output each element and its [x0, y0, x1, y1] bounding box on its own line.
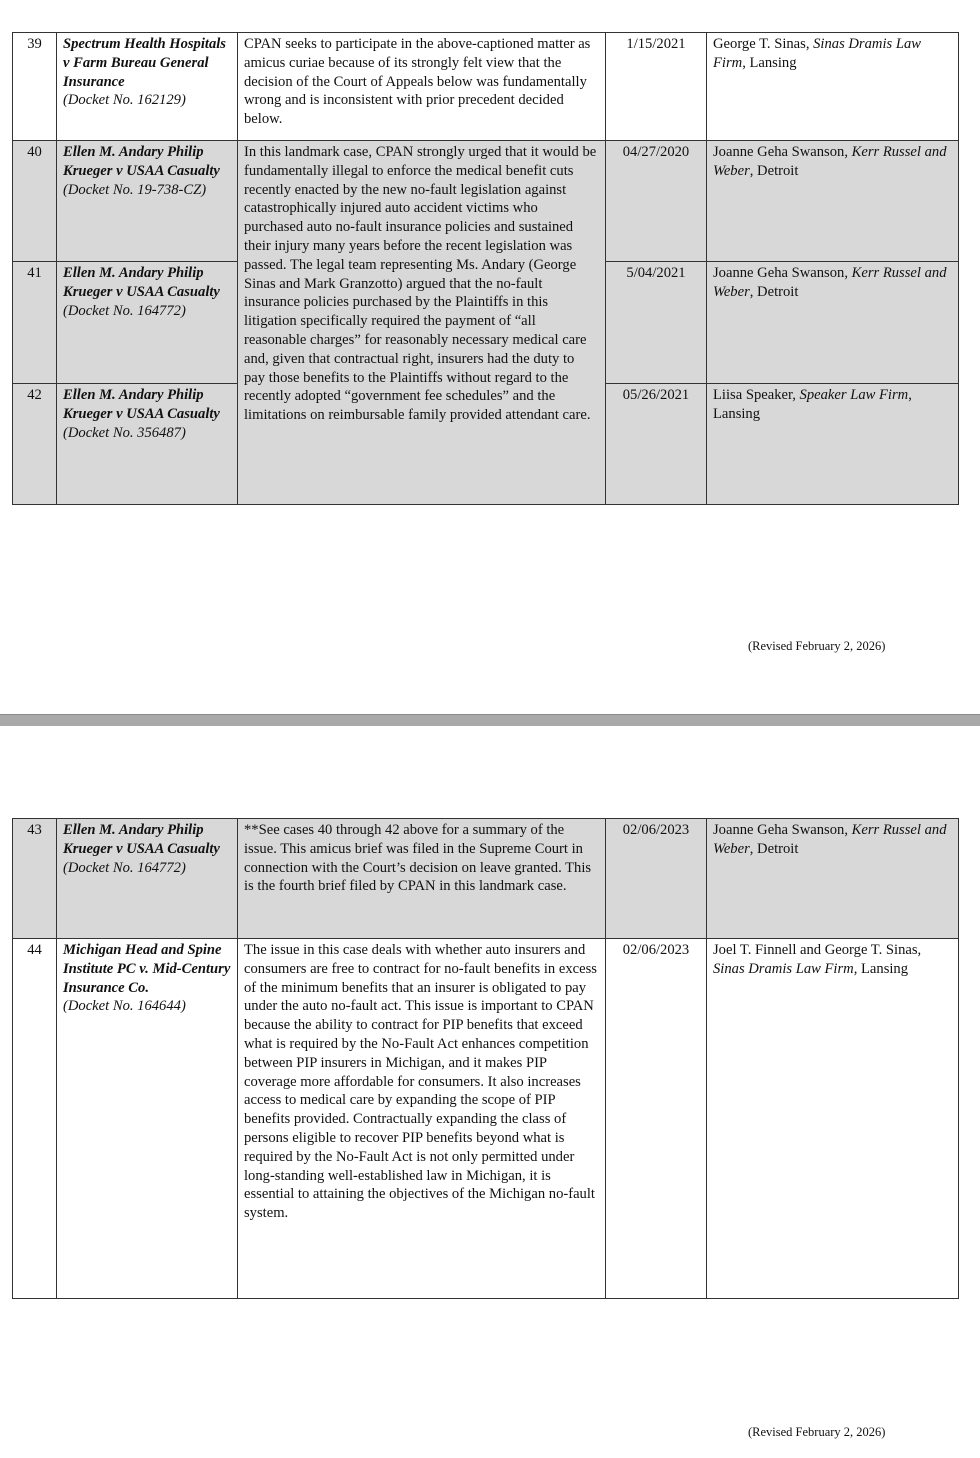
- law-firm: Kerr Russel and Weber: [713, 265, 947, 300]
- law-firm: Speaker Law Firm: [799, 387, 909, 403]
- docket-number: (Docket No. 162129): [63, 92, 186, 109]
- amicus-cases-table-page-1: [12, 32, 959, 505]
- case-name: Ellen M. Andary Philip Krueger v USAA Casualty: [63, 387, 220, 422]
- attorney-cell: [707, 384, 959, 505]
- revision-footer: (Revised February 2, 2026): [748, 639, 886, 653]
- case-number-cell: 39: [13, 33, 57, 141]
- filing-date-cell: 05/26/2021: [606, 384, 707, 505]
- description-cell: **See cases 40 through 42 above for a summary of the issue. This amicus brief was filed in the Supreme Court in connection with the Court’s decision on leave granted. This is the fourth brief filed by CPAN in this landmark case.: [238, 819, 606, 939]
- attorney-name: Joanne Geha Swanson,: [713, 822, 852, 838]
- law-firm: Kerr Russel and Weber: [713, 144, 947, 179]
- case-name: Spectrum Health Hospitals v Farm Bureau General Insurance: [63, 36, 226, 90]
- docket-number: (Docket No. 19-738-CZ): [63, 181, 207, 198]
- case-name-cell: [57, 939, 238, 1299]
- law-firm: Kerr Russel and Weber: [713, 822, 947, 857]
- page-separator: [0, 714, 980, 726]
- city: , Lansing: [853, 960, 909, 977]
- case-name-cell: [57, 141, 238, 262]
- docket-number: (Docket No. 164772): [63, 859, 186, 876]
- attorney-name: Liisa Speaker,: [713, 387, 800, 403]
- attorney-name: Joanne Geha Swanson,: [713, 265, 852, 281]
- docket-number: (Docket No. 164644): [63, 998, 186, 1015]
- case-name: Ellen M. Andary Philip Krueger v USAA Casualty: [63, 144, 220, 179]
- case-name: Michigan Head and Spine Institute PC v. Mid-Century Insurance Co.: [63, 942, 231, 996]
- attorney-cell: [707, 33, 959, 141]
- case-number-cell: 40: [13, 141, 57, 262]
- document-page-2: [0, 726, 980, 1458]
- filing-date-cell: 02/06/2023: [606, 939, 707, 1299]
- case-name-cell: [57, 384, 238, 505]
- case-name-cell: [57, 819, 238, 939]
- filing-date-cell: 04/27/2020: [606, 141, 707, 262]
- filing-date-cell: 02/06/2023: [606, 819, 707, 939]
- amicus-cases-table-page-2: [12, 818, 959, 1299]
- table-row: [13, 939, 959, 1299]
- law-firm: Sinas Dramis Law Firm: [713, 36, 921, 71]
- attorney-cell: [707, 141, 959, 262]
- city: , Lansing: [713, 387, 912, 422]
- attorney-cell: [707, 939, 959, 1299]
- case-number-cell: 43: [13, 819, 57, 939]
- document-page-1: [0, 0, 980, 714]
- city: , Lansing: [742, 54, 797, 71]
- merged-description-cell: In this landmark case, CPAN strongly urged that it would be fundamentally illegal to enforce the medical benefit cuts recently enacted by the new no-fault legislation against catastrophically injured auto accident victims who purchased auto no-fault insurance policies and sustained their injury many years before the recent legislation was passed. The legal team representing Ms. Andary (George Sinas and Mark Granzotto) argued that the no-fault insurance policies purchased by the Plaintiffs in this litigation specifically required the payment of “all reasonable charges” for reasonably necessary medical care and, given that contractual right, insurers had the duty to pay those benefits to the Plaintiffs without regard to the recently adopted “government fee schedules” and the limitations on reimbursable family provided attendant care.: [238, 141, 606, 505]
- case-number-cell: 44: [13, 939, 57, 1299]
- attorney-cell: [707, 262, 959, 384]
- docket-number: (Docket No. 164772): [63, 302, 186, 319]
- attorney-name: Joanne Geha Swanson,: [713, 144, 852, 160]
- attorney-name: George T. Sinas,: [713, 36, 814, 52]
- law-firm: Sinas Dramis Law Firm: [713, 960, 854, 977]
- table-row: [13, 33, 959, 141]
- revision-footer: (Revised February 2, 2026): [748, 1425, 886, 1439]
- table-row: [13, 819, 959, 939]
- case-name-cell: [57, 33, 238, 141]
- city: , Detroit: [749, 162, 799, 179]
- attorney-name: Joel T. Finnell and George T. Sinas,: [713, 942, 922, 958]
- docket-number: (Docket No. 356487): [63, 424, 186, 441]
- city: , Detroit: [749, 283, 799, 300]
- filing-date-cell: 1/15/2021: [606, 33, 707, 141]
- description-cell: The issue in this case deals with whether auto insurers and consumers are free to contract for no-fault benefits in excess of the minimum benefits that an insurer is obligated to pay under the auto no-fault act. This issue is important to CPAN because the ability to contract for PIP benefits that exceed what is required by the No-Fault Act enhances competition between PIP insurers in Michigan, and it makes PIP coverage more affordable for consumers. It also increases access to medical care by expanding the scope of PIP benefits provided. Contractually expanding the class of persons eligible to recover PIP benefits beyond what is required by the No-Fault Act is not only permitted under long-standing well-established law in Michigan, it is essential to attaining the objectives of the Michigan no-fault system.: [238, 939, 606, 1299]
- city: , Detroit: [749, 840, 799, 857]
- case-name: Ellen M. Andary Philip Krueger v USAA Casualty: [63, 265, 220, 300]
- case-number-cell: 42: [13, 384, 57, 505]
- filing-date-cell: 5/04/2021: [606, 262, 707, 384]
- table-row: [13, 141, 959, 262]
- case-name-cell: [57, 262, 238, 384]
- attorney-cell: [707, 819, 959, 939]
- case-number-cell: 41: [13, 262, 57, 384]
- case-name: Ellen M. Andary Philip Krueger v USAA Casualty: [63, 822, 220, 857]
- description-cell: CPAN seeks to participate in the above-captioned matter as amicus curiae because of its strongly felt view that the decision of the Court of Appeals below was fundamentally wrong and is inconsistent with prior precedent decided below.: [238, 33, 606, 141]
